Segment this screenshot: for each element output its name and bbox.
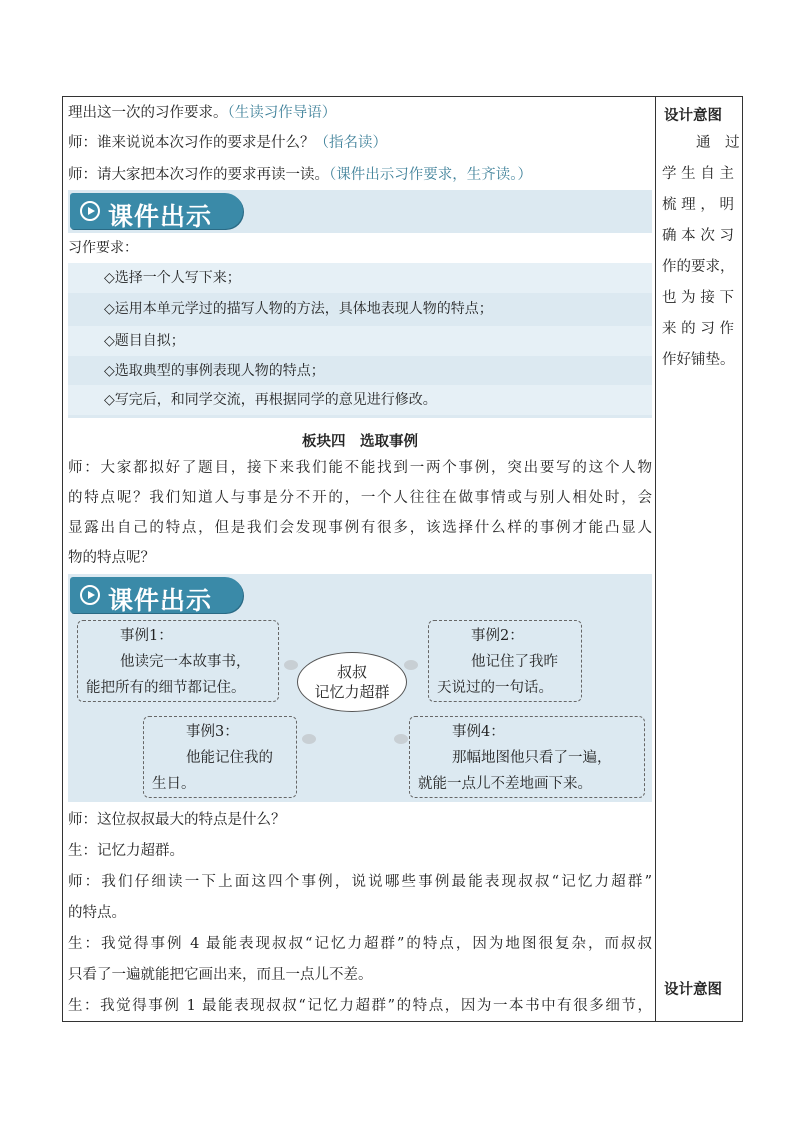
courseware-panel-requirements — [68, 190, 652, 418]
example-box-2: 事例2： 他记住了我昨 天说过的一句话。 — [428, 620, 582, 702]
example-box-4: 事例4： 那幅地图他只看了一遍， 就能一点儿不差地画下来。 — [409, 716, 645, 798]
connector-drop — [284, 660, 298, 670]
column-divider — [655, 96, 656, 1022]
dialogue-line: 的特点。 — [68, 905, 126, 921]
example-box-1: 事例1： 他读完一本故事书， 能把所有的细节都记住。 — [77, 620, 279, 702]
paragraph-line: 的特点呢？我们知道人与事是分不开的，一个人往往在做事情或与别人相处时，会 — [68, 490, 652, 506]
requirement-item: ◇运用本单元学过的描写人物的方法，具体地表现人物的特点； — [104, 301, 493, 317]
center-topic: 叔叔 记忆力超群 — [297, 652, 407, 712]
connector-drop — [404, 660, 418, 670]
dialogue-line: 只看了一遍就能把它画出来，而且一点儿不差。 — [68, 967, 373, 983]
play-icon — [80, 585, 100, 605]
paragraph-line: 显露出自己的特点，但是我们会发现事例有很多，该选择什么样的事例才能凸显人 — [68, 520, 652, 536]
design-intent-heading-2: 设计意图 — [664, 981, 722, 998]
play-icon — [80, 201, 100, 221]
dialogue-line: 生：我觉得事例 4 最能表现叔叔“记忆力超群”的特点，因为地图很复杂，而叔叔 — [68, 936, 652, 952]
dialogue-line: 师：这位叔叔最大的特点是什么？ — [68, 812, 286, 828]
requirement-item: ◇选择一个人写下来； — [68, 263, 652, 293]
courseware-banner: 课件出示 — [70, 577, 243, 613]
paragraph-line: 师：大家都拟好了题目，接下来我们能不能找到一两个事例，突出要写的这个人物 — [68, 460, 652, 476]
connector-drop — [394, 734, 408, 744]
courseware-banner: 课件出示 — [70, 193, 243, 229]
section-title: 板块四 选取事例 — [302, 433, 418, 450]
dialogue-line: 生：我觉得事例 1 最能表现叔叔“记忆力超群”的特点，因为一本书中有很多细节， — [68, 998, 652, 1014]
requirements-title: 习作要求： — [68, 233, 652, 263]
paragraph-line: 物的特点呢？ — [68, 550, 155, 566]
dialogue-line: 生：记忆力超群。 — [68, 843, 184, 859]
courseware-panel-diagram — [68, 574, 652, 802]
design-intent-heading: 设计意图 — [664, 107, 722, 124]
requirement-item: ◇写完后，和同学交流，再根据同学的意见进行修改。 — [68, 385, 652, 415]
design-intent-text: 通 过 学生自主 梳理，明 确本次习 作的要求， 也为接下 来的习作 作好铺垫。 — [662, 135, 740, 368]
text-line: 理出这一次的习作要求。（生读习作导语） — [68, 105, 337, 121]
text-line: 师：谁来说说本次习作的要求是什么？（指名读） — [68, 135, 387, 151]
dialogue-line: 师：我们仔细读一下上面这四个事例，说说哪些事例最能表现叔叔“记忆力超群” — [68, 874, 652, 890]
example-box-3: 事例3： 他能记住我的 生日。 — [143, 716, 297, 798]
requirement-item: ◇选取典型的事例表现人物的特点； — [104, 363, 325, 379]
connector-drop — [302, 734, 316, 744]
text-line: 师：请大家把本次习作的要求再读一读。（课件出示习作要求，生齐读。） — [68, 167, 532, 183]
requirement-item: ◇题目自拟； — [68, 326, 652, 356]
